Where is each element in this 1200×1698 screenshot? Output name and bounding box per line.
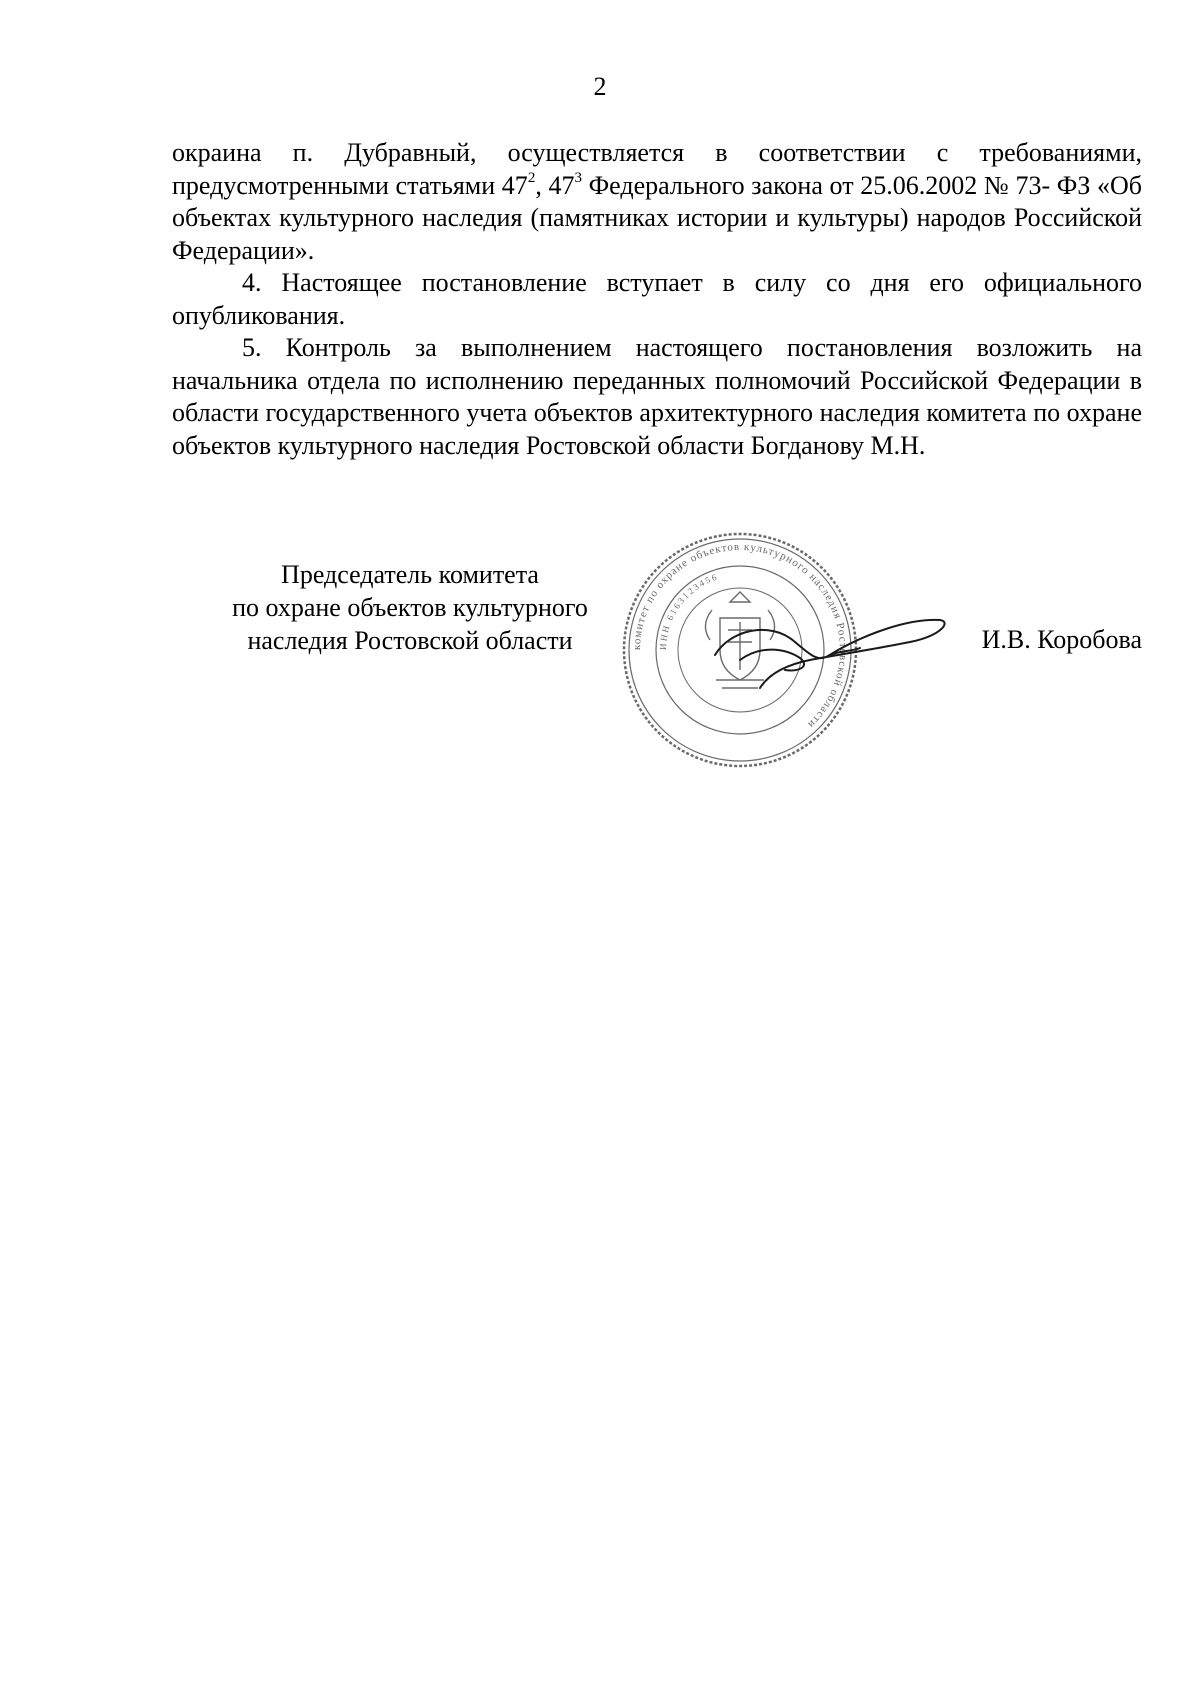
signer-position: [170, 558, 650, 657]
superscript: 2: [527, 169, 536, 186]
paragraph-item-4: 4. Настоящее постановление вступает в силу со дня его официального опубликования.: [172, 268, 1142, 330]
paragraph-text: окраина п. Дубравный, осуществляется в соответствии с требованиями, предусмотренными статьями 47: [172, 138, 1142, 200]
seal-inner-text: ИНН 6163123456: [657, 571, 720, 651]
signer-name: И.В. Коробова: [981, 625, 1142, 654]
signer-position-line: наследия Ростовской области: [247, 626, 573, 655]
paragraph-text: Федерального закона от 25.06.2002 № 73- ФЗ «Об объектах культурного наследия (памятниках истории и культуры) народов Российской Федерации».: [172, 170, 1142, 265]
document-body: [172, 137, 1142, 462]
seal-outer-text: комитет по охране объектов культурного наследия Ростовской области: [630, 540, 850, 731]
signer-position-line: по охране объектов культурного: [232, 593, 588, 622]
paragraph-continuation: [172, 137, 1142, 267]
superscript: 3: [574, 169, 582, 186]
signer-position-line: Председатель комитета: [281, 560, 539, 589]
paragraph-item-5: 5. Контроль за выполнением настоящего постановления возложить на начальника отдела по исполнению переданных полномочий Российской Федерации в области государственного учета объектов архитектурного наследия комитета по охране объектов культурного наследия Ростовской области Богданову М.Н.: [172, 333, 1142, 460]
handwritten-signature: [700, 600, 950, 710]
page-number: 2: [593, 72, 607, 101]
paragraph-text: , 47: [535, 170, 575, 200]
